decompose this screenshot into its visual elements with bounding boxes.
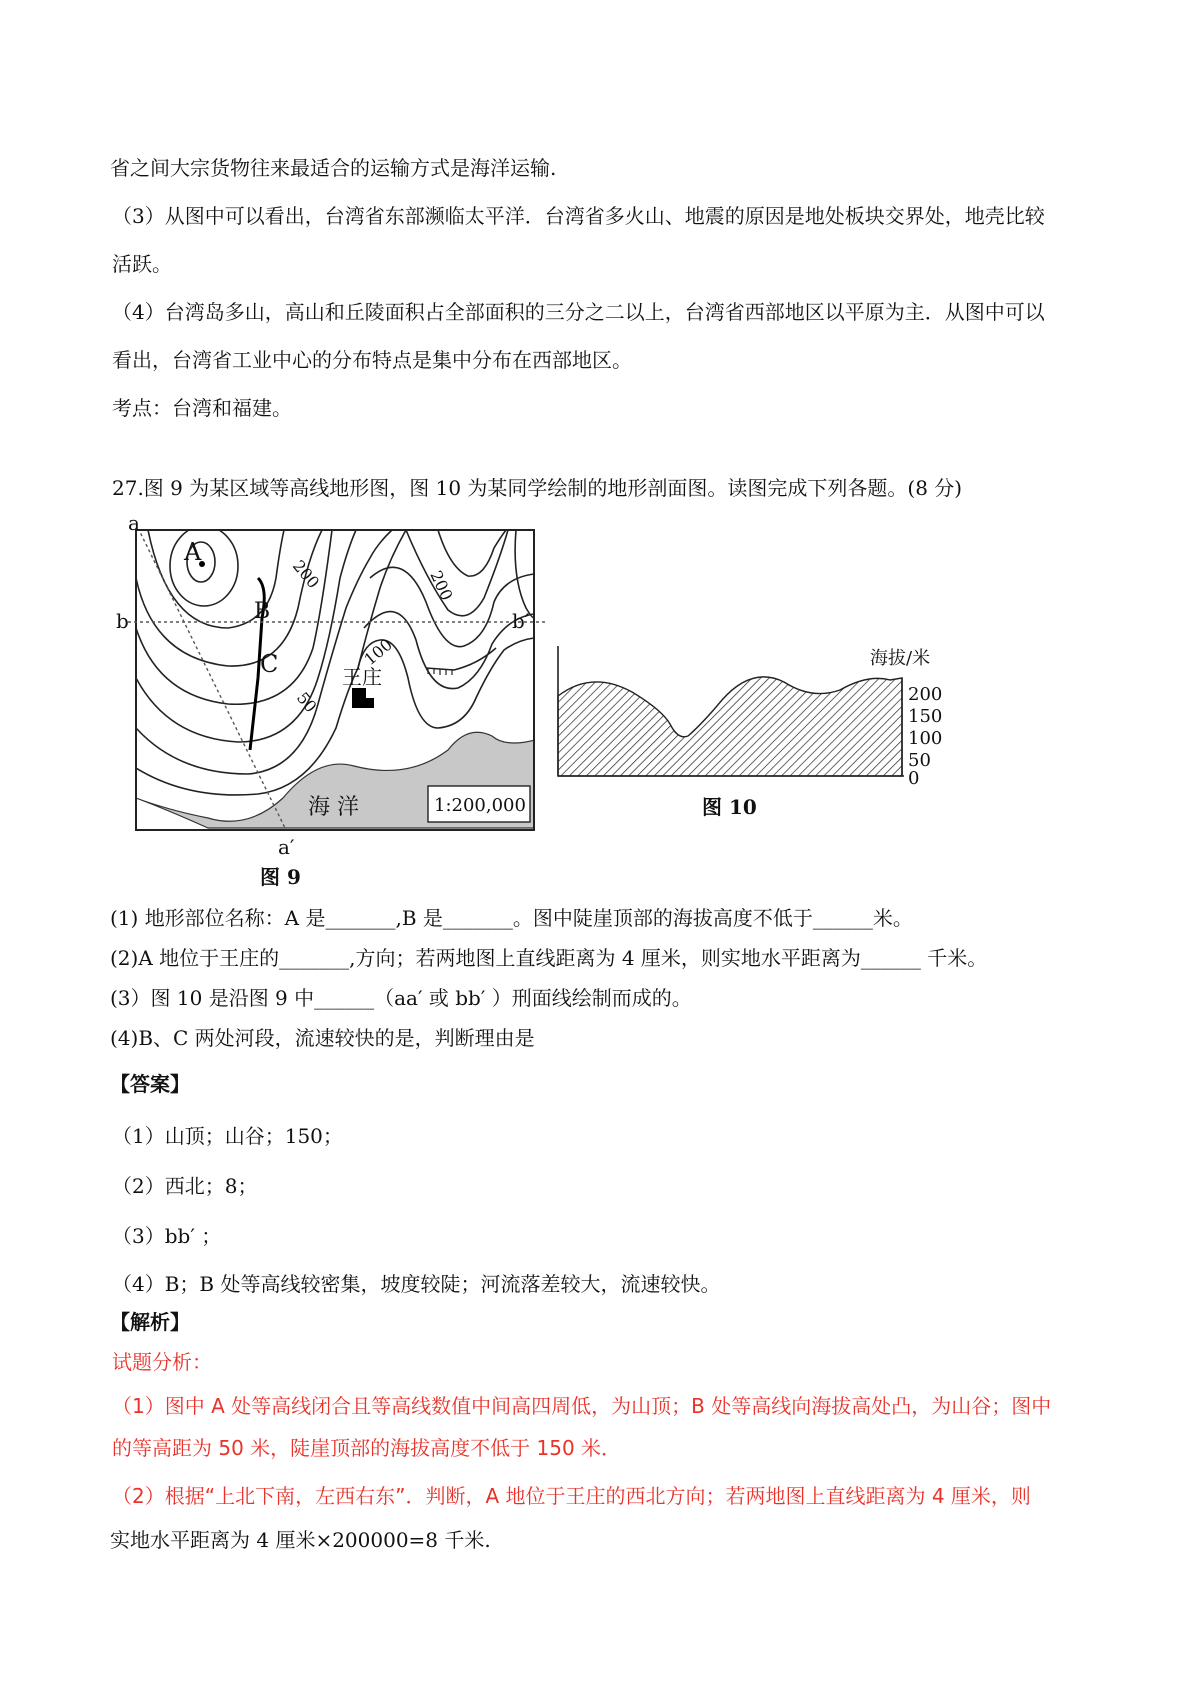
figure-9-contour-map (108, 518, 548, 890)
contour-line (406, 530, 508, 616)
tick-label: 100 (908, 728, 943, 749)
axis-title: 海拔/米 (870, 648, 931, 669)
label-a: a (128, 518, 140, 535)
contour-label-100: 100 (360, 634, 396, 670)
contour-label-50: 50 (292, 688, 321, 717)
tick-label: 200 (908, 684, 943, 705)
figure-9-caption: 图 9 (260, 865, 301, 889)
answer-2: （2）西北；8； (112, 1174, 258, 1198)
label-b-prime: b′ (512, 609, 530, 633)
answer-heading: 【答案】 (110, 1072, 190, 1096)
tick-label: 0 (908, 768, 920, 789)
tick-label: 50 (908, 750, 931, 771)
village-label: 王庄 (342, 665, 382, 689)
label-summit-a: A (184, 538, 202, 566)
answer-4: （4）B；B 处等高线较密集，坡度较陡；河流落差较大，流速较快。 (112, 1272, 721, 1296)
label-a-prime: a′ (278, 835, 295, 859)
label-b: b (116, 609, 129, 633)
tick-label: 150 (908, 706, 943, 727)
label-river-c: C (260, 650, 279, 678)
analysis-intro: 试题分析： (112, 1350, 212, 1374)
figure-10-caption: 图 10 (702, 795, 757, 819)
label-valley-b: B (254, 599, 271, 624)
scale-label: 1:200,000 (434, 795, 526, 816)
question-1: (1) 地形部位名称：A 是_______,B 是_______。图中陡崖顶部的海拔高度不低于______米。 (110, 906, 913, 930)
contour-line (136, 530, 322, 666)
contour-line (136, 530, 356, 742)
question-3: (3）图 10 是沿图 9 中______（aa′ 或 bb′ ）刑面线绘制而成的。 (110, 986, 692, 1010)
sea-label: 海 洋 (308, 795, 359, 820)
question-2: (2)A 地位于王庄的_______,方向；若两地图上直线距离为 4 厘米，则实地水平距离为______ 千米。 (110, 946, 988, 970)
village-symbol (352, 688, 374, 708)
analysis-line-4: 实地水平距离为 4 厘米×200000=8 千米. (110, 1528, 491, 1552)
intro-line-5: 看出，台湾省工业中心的分布特点是集中分布在西部地区。 (112, 348, 632, 372)
analysis-heading: 【解析】 (110, 1310, 190, 1334)
question-stem: 27.图 9 为某区域等高线地形图，图 10 为某同学绘制的地形剖面图。读图完成下列各题。(8 分) (112, 476, 963, 500)
figure-10-profile (552, 640, 972, 820)
question-4: (4)B、C 两处河段，流速较快的是，判断理由是 (110, 1026, 535, 1050)
answer-1: （1）山顶；山谷；150； (112, 1124, 343, 1148)
intro-line-4: （4）台湾岛多山，高山和丘陵面积占全部面积的三分之二以上，台湾省西部地区以平原为主．从图中可以 (112, 300, 1045, 324)
analysis-line-2: 的等高距为 50 米，陡崖顶部的海拔高度不低于 150 米． (112, 1436, 622, 1460)
profile-terrain (558, 677, 902, 776)
contour-label-200-left: 200 (288, 556, 324, 592)
intro-line-2: （3）从图中可以看出，台湾省东部濒临太平洋．台湾省多火山、地震的原因是地处板块交界处，地壳比较 (112, 204, 1045, 228)
analysis-line-3: （2）根据“上北下南，左西右东”．判断，A 地位于王庄的西北方向；若两地图上直线距离为 4 厘米，则 (112, 1484, 1031, 1508)
contour-line (370, 567, 534, 646)
analysis-line-1: （1）图中 A 处等高线闭合且等高线数值中间高四周低，为山顶；B 处等高线向海拔高处凸，为山谷；图中 (112, 1394, 1052, 1418)
contour-label-200-right: 200 (426, 567, 457, 604)
intro-line-6: 考点：台湾和福建。 (112, 396, 292, 420)
intro-line-1: 省之间大宗货物往来最适合的运输方式是海洋运输. (110, 156, 557, 180)
intro-line-3: 活跃。 (112, 252, 172, 276)
answer-3: （3）bb′ ； (112, 1224, 222, 1248)
